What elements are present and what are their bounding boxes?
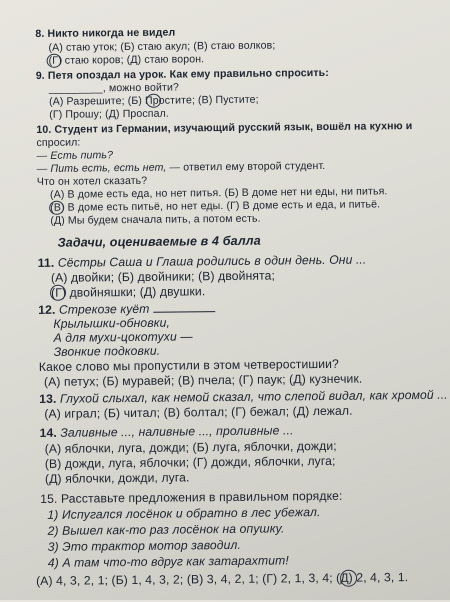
q12-verse-line4: Звонкие подковки. — [53, 343, 161, 359]
q12-verse-line1: Стрекозе куёт — [58, 301, 150, 317]
q14-text: Заливные ..., наливные ..., проливные ... — [60, 423, 294, 440]
q10-line3: — Есть пить? — [36, 149, 114, 162]
q13-options: (А) играл; (Б) читал; (В) болтал; (Г) бежал; (Д) лежал. — [44, 403, 353, 421]
q15-sentence-1: 1) Испугался лосёнок и обратно в лес убежал. — [47, 505, 321, 522]
q10-line4-quote: — Пить есть, есть нет, — [36, 161, 167, 175]
q12-options: (А) петух; (Б) муравей; (В) пчела; (Г) паук; (Д) кузнечик. — [43, 371, 363, 389]
q13-text: Глухой слыхал, как немой сказал, что слепой видал, как хромой ... — [59, 387, 448, 406]
q12-question: Какое слово мы пропустили в этом четверостишии? — [38, 356, 339, 374]
q10-options-2: (В) В доме есть питьё, но нет еды. (Г) В доме есть и еда, и питьё. — [50, 198, 381, 214]
answer-circle-mark — [146, 94, 161, 108]
q15-sentence-4: 4) А там что-то вдруг как затарахтит! — [47, 553, 289, 570]
q14-number: 14. — [39, 425, 57, 440]
q11-options-1: (А) двойки; (Б) двойники; (В) двойнята; — [50, 268, 276, 285]
q9-title: 9. Петя опоздал на урок. Как ему правильно спросить: — [35, 66, 329, 82]
answer-circle-mark — [340, 570, 357, 587]
q10-line2: спросил: — [36, 136, 81, 149]
q11-text: Сёстры Саша и Глаша родились в один день. Они ... — [57, 252, 367, 270]
q10-title: 10. Студент из Германии, изучающий русский язык, вошёл на кухню и — [36, 120, 413, 136]
section-title: Задачи, оцениваемые в 4 балла — [57, 233, 261, 250]
q15-options: (А) 4, 3, 2, 1; (Б) 1, 4, 3, 2; (В) 3, 4, 2, 1; (Г) 2, 1, 3, 4; (Д) 2, 4, 3, 1. — [36, 570, 409, 589]
q12-blank — [153, 301, 215, 313]
q13-number: 13. — [39, 391, 57, 406]
q15-title: 15. Расставьте предложения в правильном порядке: — [40, 488, 343, 506]
q14-options-1: (А) яблочки, луга, дожди; (Б) луга, яблочки, дожди; — [44, 438, 337, 456]
answer-circle-mark — [50, 285, 66, 301]
q10-line4 — [37, 160, 326, 175]
q12-verse-line2: Крылышки-обновки, — [53, 315, 171, 331]
q12-verse-line3: А для мухи-цокотухи — — [53, 329, 193, 345]
q10-line5: Что он хотел сказать? — [36, 174, 148, 188]
q15-sentence-2: 2) Вышел как-то раз лосёнок на опушку. — [47, 521, 285, 538]
q8-title: 8. Никто никогда не видел — [35, 26, 176, 40]
q15-sentence-3: 3) Это трактор мотор заводил. — [47, 537, 242, 554]
q10-options-1: (А) В доме есть еда, но нет питья. (Б) В доме нет ни еды, ни питья. — [49, 185, 388, 201]
q8-options-1: (А) стаю уток; (Б) стаю акул; (В) стаю волков; — [48, 39, 276, 54]
q11-question — [38, 253, 367, 270]
q14-options-3: (Д) яблочки, дожди, луга. — [44, 470, 190, 486]
q13-question — [39, 388, 448, 406]
q11-options-2: (Г) двойняшки; (Д) двушки. — [50, 284, 206, 300]
q9-line2: _________, можно войти? — [48, 81, 180, 95]
q12-number: 12. — [38, 302, 56, 317]
q10-line4-tail: — ответил ему второй студент. — [166, 159, 326, 174]
q14-options-2: (В) дожди, луга, яблочки; (Г) дожди, яблочки, луга; — [44, 453, 336, 471]
answer-circle-mark — [49, 201, 64, 215]
q8-options-2: (Г) стаю коров; (Д) стаю ворон. — [48, 53, 205, 67]
answer-circle-mark — [47, 54, 62, 68]
q14-question — [39, 423, 293, 440]
q10-options-3: (Д) Мы будем сначала пить, а потом есть. — [50, 212, 261, 227]
q12-line1 — [38, 301, 215, 317]
q9-options-1: (А) Разрешите; (Б) Простите; (В) Пустите; — [48, 93, 259, 108]
q9-options-2: (Г) Прошу; (Д) Проспал. — [49, 107, 169, 121]
q11-number: 11. — [37, 255, 55, 270]
